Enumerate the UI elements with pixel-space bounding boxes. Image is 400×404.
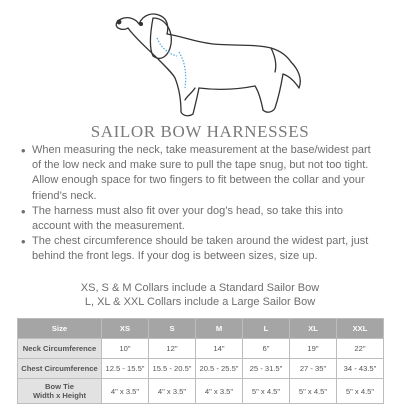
header-m: M	[196, 319, 243, 339]
header-size: Size	[18, 319, 102, 339]
table-cell: 5" x 4.5"	[337, 379, 384, 404]
table-cell: 5" x 4.5"	[290, 379, 337, 404]
table-header-row	[18, 319, 384, 339]
table-cell: 4" x 3.5"	[196, 379, 243, 404]
table-cell: 12.5 - 15.5"	[102, 359, 149, 379]
header-l: L	[243, 319, 290, 339]
table-cell: 4" x 3.5"	[102, 379, 149, 404]
header-xs: XS	[102, 319, 149, 339]
table-cell: 14"	[196, 339, 243, 359]
size-chart-table	[17, 318, 384, 404]
table-cell: 19"	[290, 339, 337, 359]
table-cell: 20.5 - 25.5"	[196, 359, 243, 379]
table-cell: 34 - 43.5"	[337, 359, 384, 379]
dog-illustration	[95, 4, 305, 120]
row-label-line: Bow Tie	[45, 382, 74, 391]
table-cell: 22"	[337, 339, 384, 359]
table-cell: 6"	[243, 339, 290, 359]
header-s: S	[149, 319, 196, 339]
header-xxl: XXL	[337, 319, 384, 339]
table-row	[18, 339, 384, 359]
table-cell: 10"	[102, 339, 149, 359]
collar-notes	[0, 281, 400, 309]
row-label-neck: Neck Circumference	[18, 339, 102, 359]
instruction-neck: • When measuring the neck, take measurement at the base/widest part of the low neck and make sure to pull the tape snug, but not too tight. Allow enough space for two fingers to fit between the collar and your friend’s neck.	[20, 143, 382, 204]
table-cell: 27 - 35"	[290, 359, 337, 379]
collar-note-large: L, XL & XXL Collars include a Large Sailor Bow	[84, 296, 316, 308]
header-xl: XL	[290, 319, 337, 339]
table-cell: 25 - 31.5"	[243, 359, 290, 379]
row-label-chest: Chest Circumference	[18, 359, 102, 379]
table-cell: 5" x 4.5"	[243, 379, 290, 404]
table-row	[18, 359, 384, 379]
instruction-head: • The harness must also fit over your dog’s head, so take this into account with the measurement.	[20, 204, 382, 234]
table-cell: 15.5 - 20.5"	[149, 359, 196, 379]
measurement-instructions	[20, 143, 382, 265]
instruction-chest: • The chest circumference should be taken around the widest part, just behind the front legs. If your dog is between sizes, size up.	[20, 234, 382, 264]
page-title: SAILOR BOW HARNESSES	[90, 122, 310, 141]
collar-note-standard: XS, S & M Collars include a Standard Sailor Bow	[80, 282, 320, 294]
row-label-line: Width x Height	[32, 391, 87, 400]
table-cell: 12"	[149, 339, 196, 359]
table-cell: 4" x 3.5"	[149, 379, 196, 404]
